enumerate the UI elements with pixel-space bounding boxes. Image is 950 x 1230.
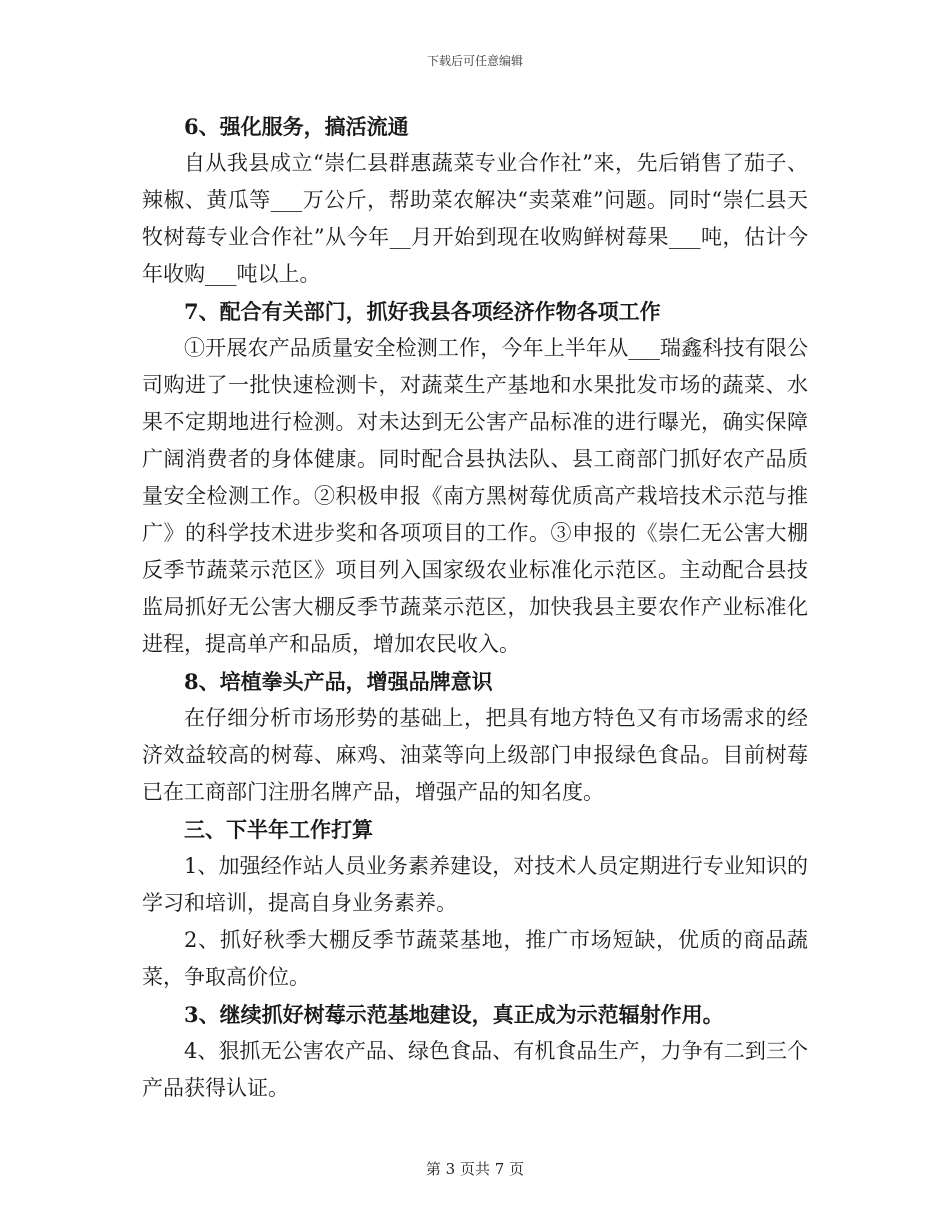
paragraph-8: 在仔细分析市场形势的基础上，把具有地方特色又有市场需求的经济效益较高的树莓、麻鸡、油菜等向上级部门申报绿色食品。目前树莓已在工商部门注册名牌产品，增强产品的知名度。 — [142, 706, 808, 804]
page-footer: 第 3 页共 7 页 — [425, 1160, 525, 1178]
plan-item-4: 4、狠抓无公害农产品、绿色食品、有机食品生产，力争有二到三个产品获得认证。 — [142, 1039, 808, 1100]
paragraph-7: ①开展农产品质量安全检测工作，今年上半年从___瑞鑫科技有限公司购进了一批快速检测卡，对蔬菜生产基地和水果批发市场的蔬菜、水果不定期地进行检测。对未达到无公害产品标准的进行曝光，确实保障广阔消费者的身体健康。同时配合县执法队、县工商部门抓好农产品质量安全检测工作。②积极申报《南方黑树莓优质高产栽培技术示范与推广》的科学技术进步奖和各项项目的工作。③申报的《崇仁无公害大棚反季节蔬菜示范区》项目列入国家级农业标准化示范区。主动配合县技监局抓好无公害大棚反季节蔬菜示范区，加快我县主要农作产业标准化进程，提高单产和品质，增加农民收入。 — [142, 336, 808, 656]
paragraph-6: 自从我县成立“崇仁县群惠蔬菜专业合作社”来，先后销售了茄子、辣椒、黄瓜等___万公斤，帮助菜农解决“卖菜难”问题。同时“崇仁县天牧树莓专业合作社”从今年__月开始到现在收购鲜树莓果___吨，估计今年收购___吨以上。 — [142, 151, 808, 286]
section-heading-7: 7、配合有关部门，抓好我县各项经济作物各项工作 — [184, 299, 661, 324]
plan-item-2: 2、抓好秋季大棚反季节蔬菜基地，推广市场短缺，优质的商品蔬菜，争取高价位。 — [142, 928, 808, 989]
section-heading-plan: 三、下半年工作打算 — [184, 817, 373, 842]
section-heading-8: 8、培植拳头产品，增强品牌意识 — [184, 669, 493, 694]
document-body — [142, 108, 808, 1107]
page-header: 下载后可任意编辑 — [426, 54, 523, 68]
section-heading-6: 6、强化服务，搞活流通 — [184, 114, 409, 139]
plan-item-1: 1、加强经作站人员业务素养建设，对技术人员定期进行专业知识的学习和培训，提高自身业务素养。 — [142, 854, 808, 915]
plan-item-3: 3、继续抓好树莓示范基地建设，真正成为示范辐射作用。 — [184, 1002, 724, 1027]
